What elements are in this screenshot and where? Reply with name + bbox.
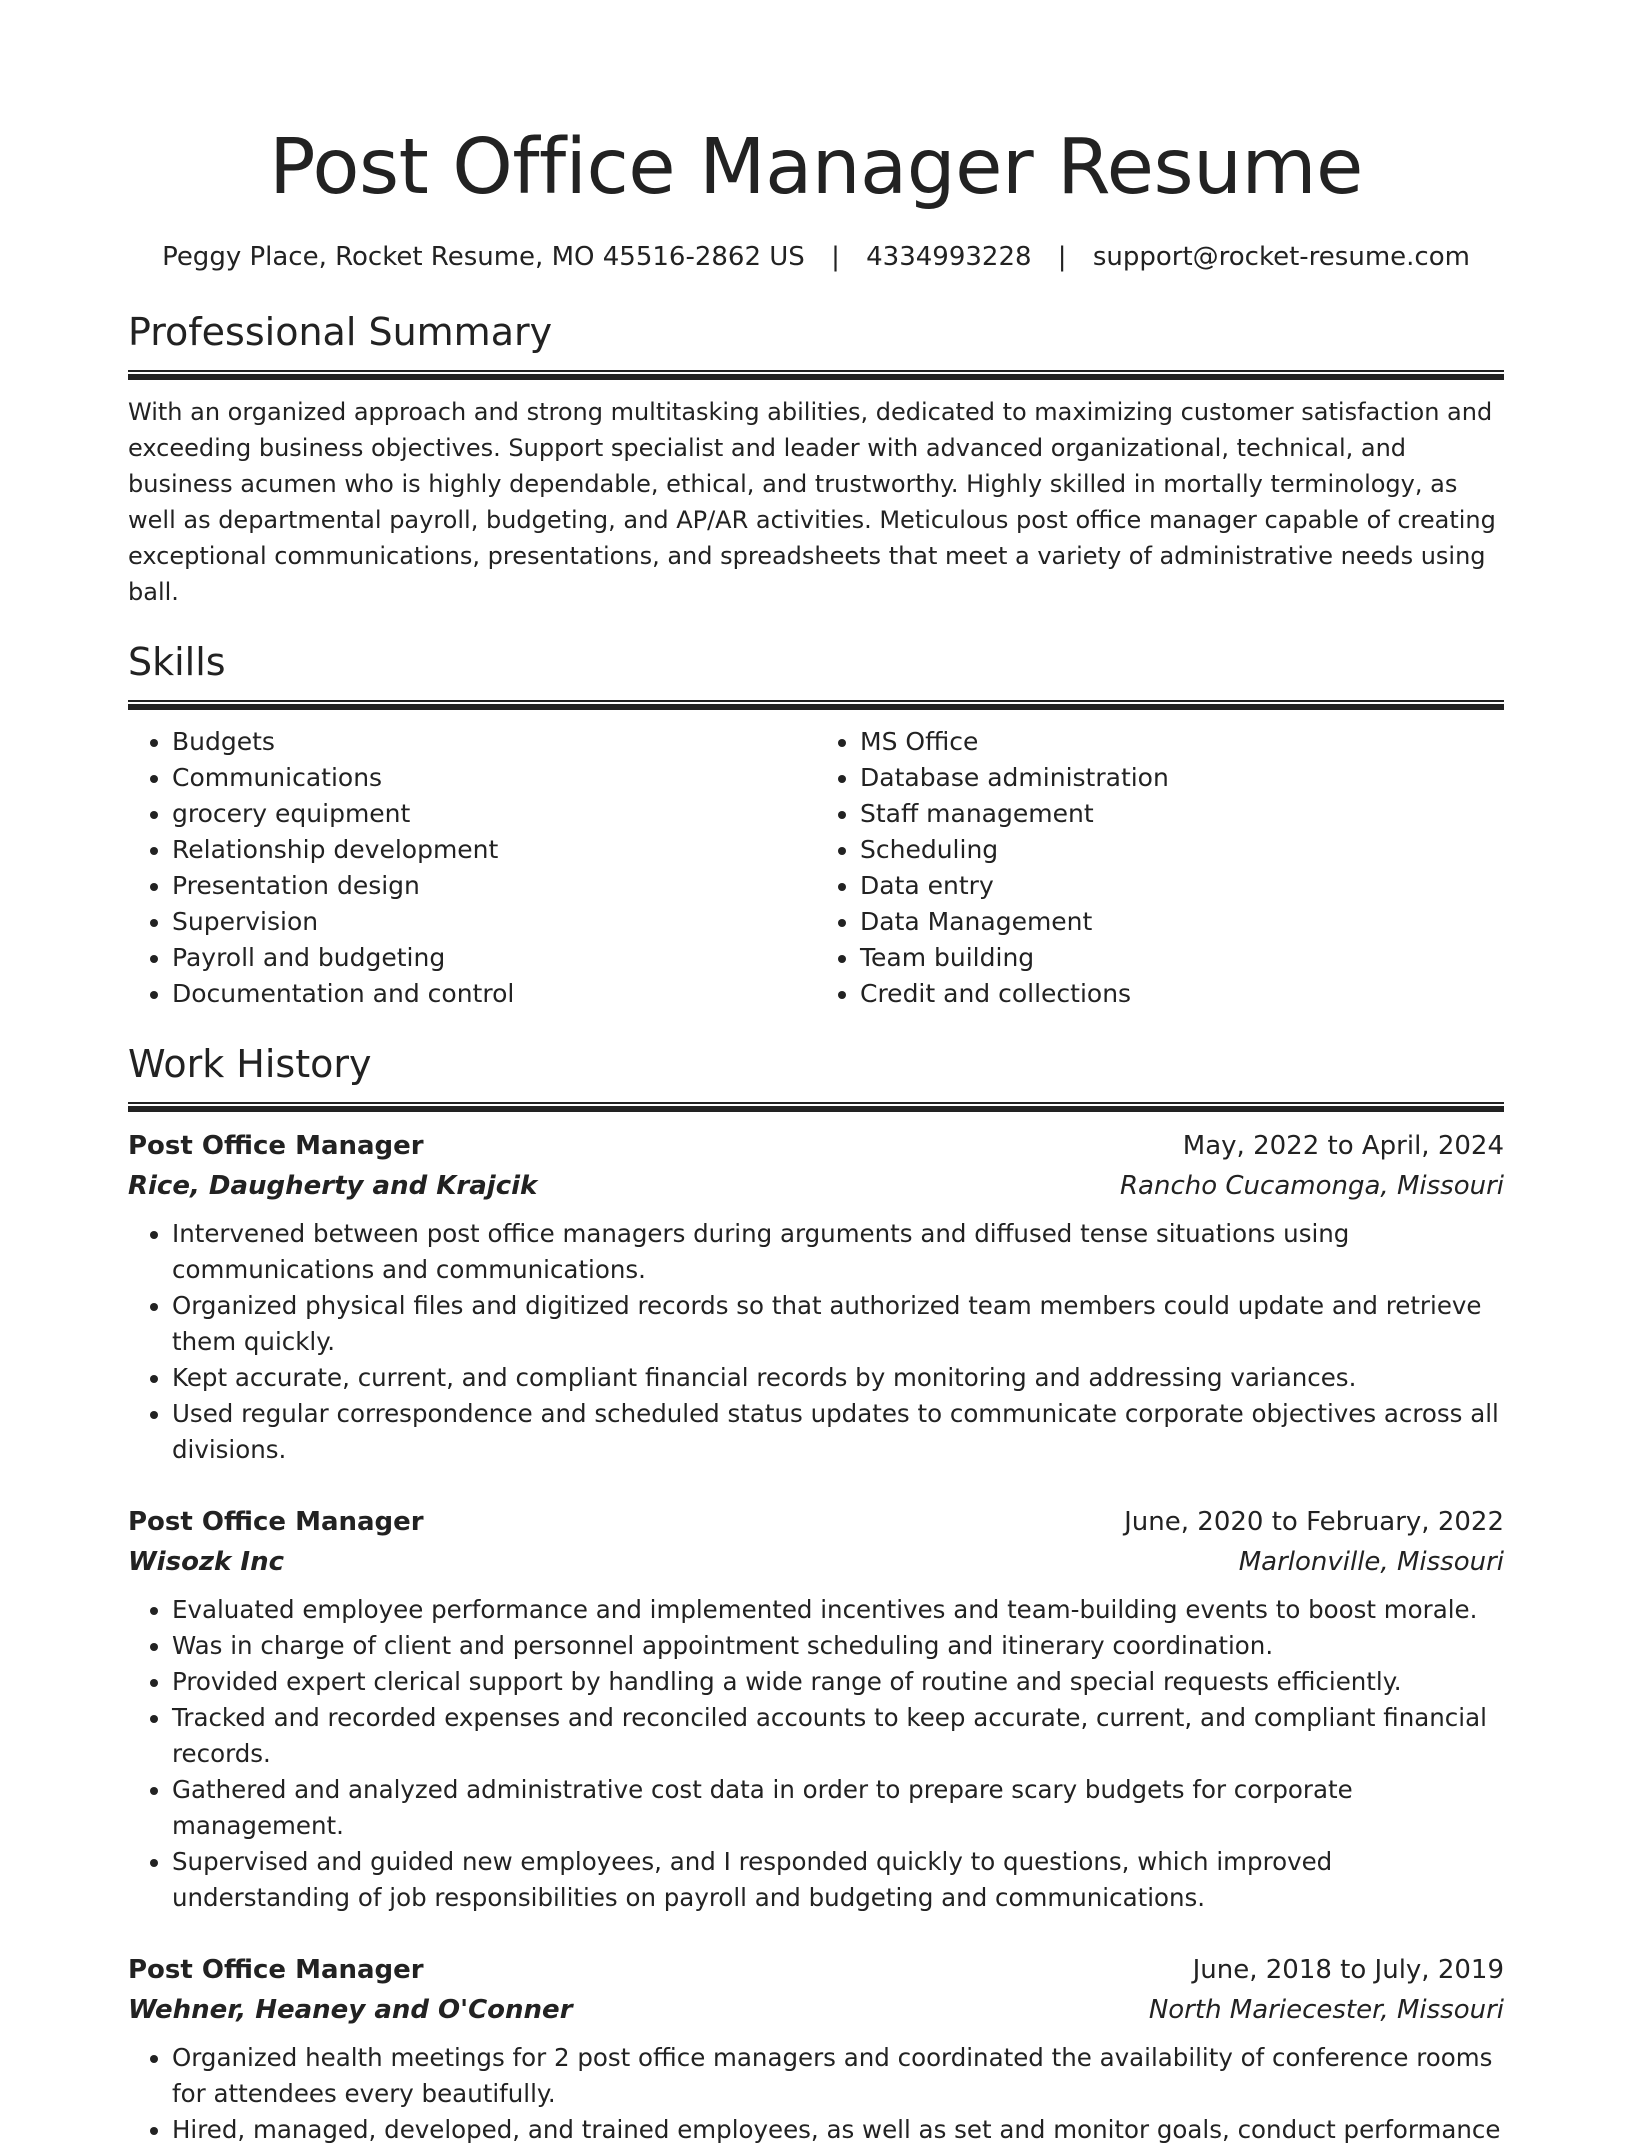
skill-item: • Payroll and budgeting [172, 940, 816, 976]
job-subheader [128, 1990, 1504, 2030]
contact-separator: | [1057, 242, 1067, 272]
job-bullet: • Hired, managed, developed, and trained employees, as well as set and monitor goals, conduct performance [172, 2112, 1504, 2148]
contact-address: Peggy Place, Rocket Resume, MO 45516-2862 US [162, 242, 805, 272]
skill-item: • Documentation and control [172, 976, 816, 1012]
job-title: Post Office Manager [128, 1131, 424, 1161]
skill-item: • Presentation design [172, 868, 816, 904]
contact-line [128, 240, 1504, 274]
skill-item: • MS Office [860, 724, 1504, 760]
skills-heading: Skills [128, 640, 226, 684]
job-bullet: • Evaluated employee performance and implemented incentives and team-building events to boost morale. [172, 1592, 1504, 1628]
job-bullets [128, 1216, 1504, 1468]
skill-item: • Data Management [860, 904, 1504, 940]
job-location: Rancho Cucamonga, Missouri [1119, 1171, 1504, 1201]
job-title: Post Office Manager [128, 1955, 424, 1985]
section-divider [128, 700, 1504, 710]
job-dates: June, 2018 to July, 2019 [1192, 1955, 1504, 1985]
work-history-heading: Work History [128, 1042, 372, 1086]
job-header [128, 1502, 1504, 1542]
job-bullet: • Gathered and analyzed administrative cost data in order to prepare scary budgets for corporate management. [172, 1772, 1504, 1844]
job-dates: June, 2020 to February, 2022 [1124, 1507, 1504, 1537]
summary-text: With an organized approach and strong multitasking abilities, dedicated to maximizing customer satisfaction and exceeding business objectives. Support specialist and leader with advanced organizational, technical, and business acumen who is highly dependable, ethical, and trustworthy. Highly skilled in mortally terminology, as well as departmental payroll, budgeting, and AP/AR activities. Meticulous post office manager capable of creating exceptional communications, presentations, and spreadsheets that meet a variety of administrative needs using ball. [128, 398, 1496, 606]
job-company: Rice, Daugherty and Krajcik [128, 1171, 538, 1201]
job-bullet: • Supervised and guided new employees, and I responded quickly to questions, which improved understanding of job responsibilities on payroll and budgeting and communications. [172, 1844, 1504, 1916]
job-bullets [128, 2040, 1504, 2148]
section-divider [128, 370, 1504, 380]
skill-item: • Team building [860, 940, 1504, 976]
skill-item: • Scheduling [860, 832, 1504, 868]
job-entry [128, 1950, 1504, 2148]
contact-email: support@rocket-resume.com [1092, 242, 1470, 272]
skill-item: • Database administration [860, 760, 1504, 796]
skill-item: • Supervision [172, 904, 816, 940]
skill-item: • Staff management [860, 796, 1504, 832]
job-location: Marlonville, Missouri [1238, 1547, 1504, 1577]
skill-item: • Budgets [172, 724, 816, 760]
job-bullet: • Tracked and recorded expenses and reconciled accounts to keep accurate, current, and compliant financial records. [172, 1700, 1504, 1772]
skills-section [128, 638, 1504, 1012]
section-divider [128, 1102, 1504, 1112]
job-subheader [128, 1166, 1504, 1206]
contact-separator: | [831, 242, 840, 272]
skill-item: • Credit and collections [860, 976, 1504, 1012]
job-entry [128, 1502, 1504, 1916]
job-bullets [128, 1592, 1504, 1916]
job-company: Wehner, Heaney and O'Conner [128, 1995, 573, 2025]
work-history-section [128, 1040, 1504, 2148]
job-bullet: • Organized physical files and digitized records so that authorized team members could update and retrieve them quickly. [172, 1288, 1504, 1360]
job-bullet: • Used regular correspondence and scheduled status updates to communicate corporate objectives across all divisions. [172, 1396, 1504, 1468]
skills-list-left [128, 724, 816, 1012]
job-header [128, 1126, 1504, 1166]
skill-item: • Communications [172, 760, 816, 796]
contact-phone: 4334993228 [866, 242, 1032, 272]
job-dates: May, 2022 to April, 2024 [1182, 1131, 1504, 1161]
job-entry [128, 1126, 1504, 1468]
skill-item: • grocery equipment [172, 796, 816, 832]
skill-item: • Data entry [860, 868, 1504, 904]
job-subheader [128, 1542, 1504, 1582]
job-bullet: • Was in charge of client and personnel appointment scheduling and itinerary coordination. [172, 1628, 1504, 1664]
job-bullet: • Provided expert clerical support by handling a wide range of routine and special requests efficiently. [172, 1664, 1504, 1700]
resume-title: Post Office Manager Resume [269, 123, 1363, 212]
job-bullet: • Organized health meetings for 2 post office managers and coordinated the availability of conference rooms for attendees every beautifully. [172, 2040, 1504, 2112]
skill-item: • Relationship development [172, 832, 816, 868]
summary-section [128, 308, 1504, 610]
summary-heading: Professional Summary [128, 310, 553, 354]
job-title: Post Office Manager [128, 1507, 424, 1537]
skills-columns [128, 724, 1504, 1012]
job-location: North Mariecester, Missouri [1148, 1995, 1504, 2025]
job-header [128, 1950, 1504, 1990]
job-bullet: • Kept accurate, current, and compliant financial records by monitoring and addressing variances. [172, 1360, 1504, 1396]
skills-list-right [816, 724, 1504, 1012]
job-company: Wisozk Inc [128, 1547, 284, 1577]
job-bullet: • Intervened between post office managers during arguments and diffused tense situations using communications and communications. [172, 1216, 1504, 1288]
